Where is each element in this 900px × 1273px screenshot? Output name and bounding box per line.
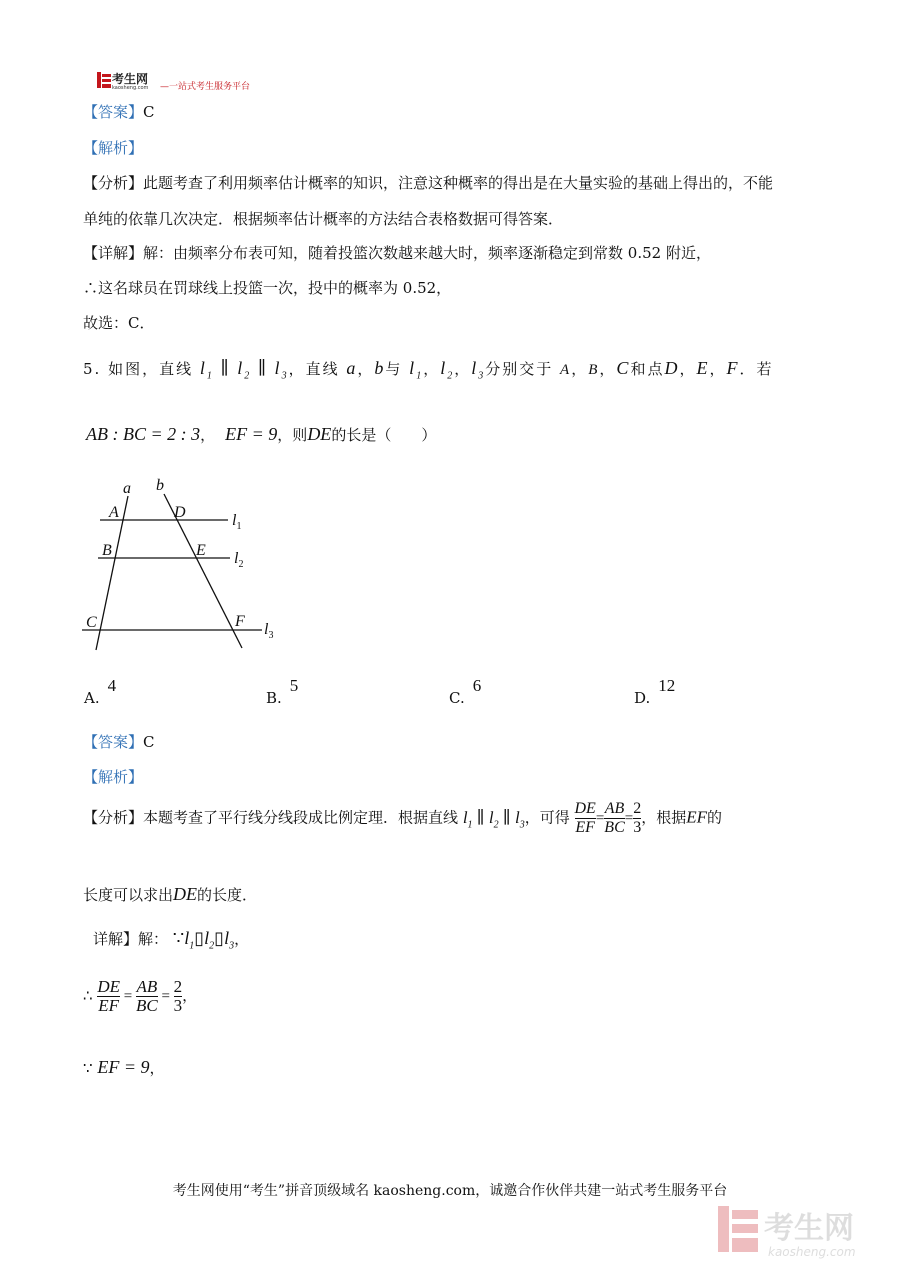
q4-analysis-line1: 【分析】此题考查了利用频率估计概率的知识，注意这种概率的得出是在大量实验的基础上得出的，不能 <box>83 174 774 192</box>
label-l3: $l_3$ <box>264 621 274 641</box>
q5-analysis-line1: 【分析】本题考查了平行线分线段成比例定理．根据直线 $l_1$ ∥ $l_2$ ∥ $l_3$，可得 $\frac{DE}{EF}$ = $\frac{AB}{BC}$ = $\frac{2}{3}$ ，根据EF的 <box>83 800 723 836</box>
q5-detail-line1: 详解】解： $\because l_1▯l_2▯l_3$， <box>93 928 250 952</box>
footer-slogan: 考生网使用“考生”拼音顶级域名 kaosheng.com，诚邀合作伙伴共建一站式考生服务平台 <box>172 1183 728 1199</box>
q4-detail-line1: 【详解】解：由频率分布表可知，随着投篮次数越来越大时，频率逐渐稳定到常数 0.52 附近， <box>83 244 711 262</box>
q5-analysis-line2: 长度可以求出DE的长度． <box>83 884 258 904</box>
label-E: E <box>196 542 206 559</box>
label-A: A <box>109 504 119 521</box>
label-D: D <box>174 504 186 521</box>
q5-detail-line3: ∵ EF = 9， <box>83 1057 165 1077</box>
q4-analysis-line2: 单纯的依靠几次决定．根据频率估计概率的方法结合表格数据可得答案． <box>83 210 564 228</box>
q5-stem-line1: 5. 如图，直线 $l_1$ ∥ $l_2$ ∥ $l_3$，直线 a，b与 $l_1$，$l_2$，$l_3$分别交于 A，B，C和点D，E，F．若 <box>83 358 774 382</box>
q5-analysis-tag: 【解析】 <box>83 768 144 786</box>
q5-answer: 【答案】C <box>83 733 155 751</box>
label-l1: $l_1$ <box>232 512 242 532</box>
option-a[interactable]: A.4 <box>84 676 117 707</box>
label-l2: $l_2$ <box>234 550 244 570</box>
q4-answer: 【答案】C <box>83 103 155 121</box>
logo-icon <box>97 72 111 88</box>
svg-text:kaosheng.com: kaosheng.com <box>768 1245 856 1259</box>
label-a: a <box>123 480 131 497</box>
q4-detail-line2: ∴这名球员在罚球线上投篮一次，投中的概率为 0.52， <box>83 279 452 297</box>
logo-text: 考生网 <box>112 72 149 86</box>
logo-slogan: —一站式考生服务平台 <box>160 82 251 92</box>
geometry-figure <box>78 472 288 662</box>
label-b: b <box>156 477 164 494</box>
label-C: C <box>86 614 97 631</box>
option-c[interactable]: C.6 <box>449 676 482 707</box>
q5-stem-line2: AB : BC = 2 : 3， EF = 9，则DE的长是（ ） <box>86 424 437 444</box>
q4-analysis-tag: 【解析】 <box>83 139 144 157</box>
logo-domain: kaosheng.com <box>112 85 149 91</box>
option-b[interactable]: B.5 <box>266 676 299 707</box>
label-F: F <box>235 613 245 630</box>
svg-text:考生网: 考生网 <box>764 1211 854 1246</box>
label-B: B <box>102 542 112 559</box>
watermark-logo <box>718 1200 888 1260</box>
option-d[interactable]: D.12 <box>634 676 676 707</box>
q5-detail-line2: ∴ $\frac{DE}{EF}$ = $\frac{AB}{BC}$ = $\frac{2}{3}$ ， <box>83 977 198 1015</box>
q4-detail-line3: 故选：C． <box>83 314 155 332</box>
